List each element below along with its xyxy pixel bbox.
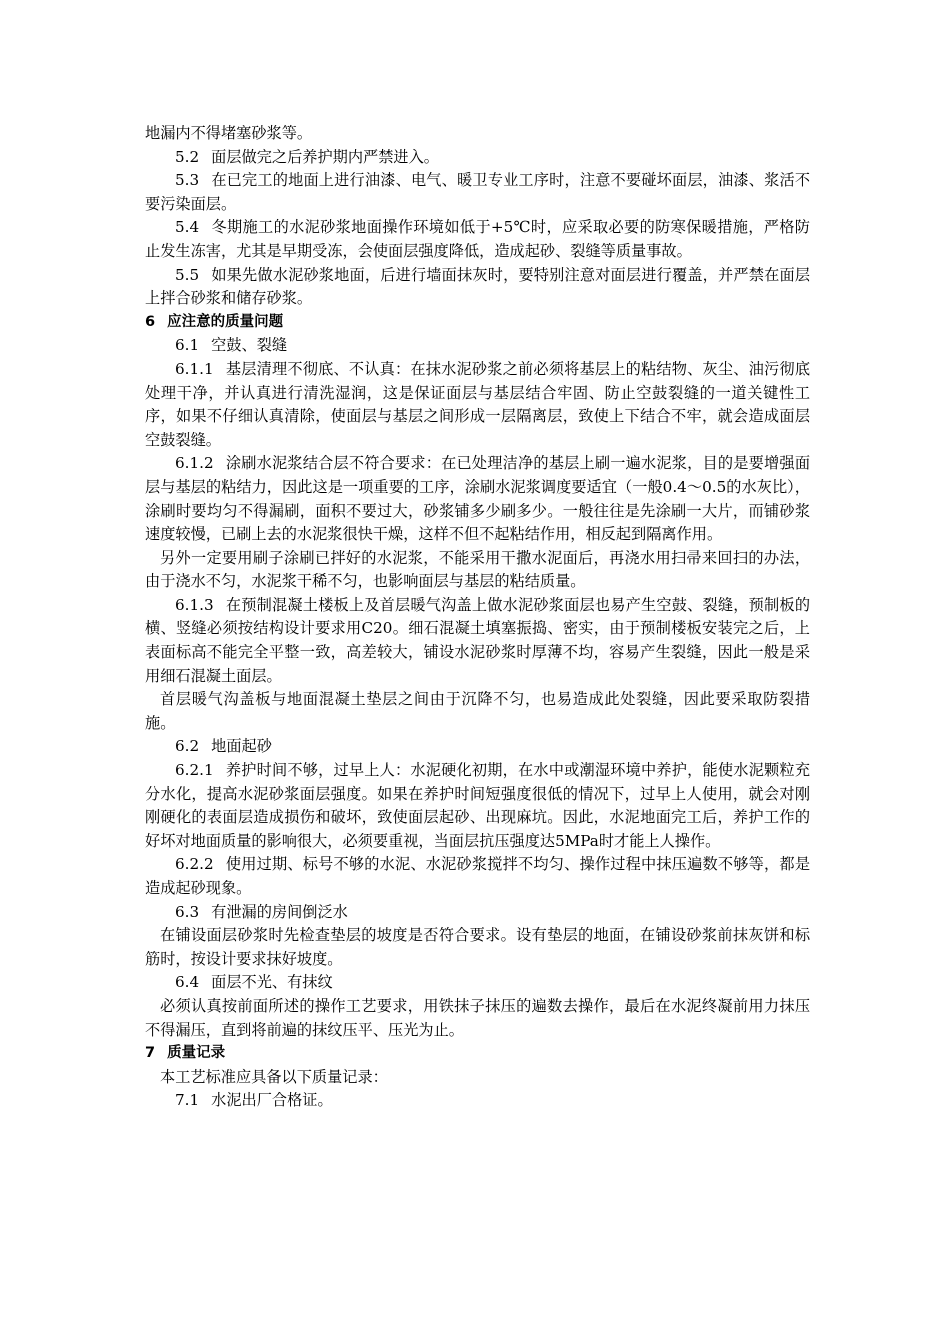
item-6-1 xyxy=(145,334,810,358)
paragraph-trench-cover xyxy=(145,688,810,735)
item-number: 6.1.1 xyxy=(175,359,214,378)
item-text: 养护时间不够，过早上人：水泥硬化初期，在水中或潮湿环境中养护，能使水泥颗粒充分水化，提高水泥砂浆面层强度。如果在养护时间短强度很低的情况下，过早上人使用，就会对刚刚硬化的表面层造成损伤和破坏，致使面层起砂、出现麻坑。因此，水泥地面完工后，养护工作的好坏对地面质量的影响很大，必须要重视，当面层抗压强度达5MPa时才能上人操作。 xyxy=(145,761,810,850)
item-number: 6.2 xyxy=(175,737,200,756)
paragraph-continuation xyxy=(145,122,810,146)
section-number: 6 xyxy=(145,313,156,330)
paragraph-text: 必须认真按前面所述的操作工艺要求，用铁抹子抹压的遍数去操作，最后在水泥终凝前用力抹压不得漏压，直到将前遍的抹纹压平、压光为止。 xyxy=(145,996,810,1039)
paragraph-text: 在铺设面层砂浆时先检查垫层的坡度是否符合要求。设有垫层的地面，在铺设砂浆前抹灰饼和标筋时，按设计要求抹好坡度。 xyxy=(145,926,810,968)
item-text: 在已完工的地面上进行油漆、电气、暖卫专业工序时，注意不要碰坏面层，油漆、浆活不要污染面层。 xyxy=(145,171,810,213)
item-number: 6.3 xyxy=(175,902,200,921)
item-6-2 xyxy=(145,735,810,759)
item-number: 5.3 xyxy=(175,171,200,190)
paragraph-text: 首层暖气沟盖板与地面混凝土垫层之间由于沉降不匀，也易造成此处裂缝，因此要采取防裂措施。 xyxy=(145,690,810,732)
item-number: 6.1.2 xyxy=(175,454,214,473)
item-text: 面层不光、有抹纹 xyxy=(211,973,333,992)
section-title: 应注意的质量问题 xyxy=(167,313,284,330)
item-5-2 xyxy=(145,146,810,170)
item-number: 7.1 xyxy=(175,1091,200,1110)
item-number: 6.2.2 xyxy=(175,855,214,874)
item-number: 5.5 xyxy=(175,265,200,284)
paragraph-text: 另外一定要用刷子涂刷已拌好的水泥浆，不能采用干撒水泥面后，再浇水用扫帚来回扫的办法，由于浇水不匀，水泥浆干稀不匀，也影响面层与基层的粘结质量。 xyxy=(145,548,810,591)
item-number: 6.1 xyxy=(175,336,200,355)
item-6-4 xyxy=(145,971,810,995)
item-5-5 xyxy=(145,264,810,311)
paragraph-brush xyxy=(145,547,810,594)
item-number: 5.4 xyxy=(175,218,200,237)
section-heading-6 xyxy=(145,311,810,335)
item-text: 空鼓、裂缝 xyxy=(211,336,288,355)
item-6-2-2 xyxy=(145,853,810,900)
item-number: 6.4 xyxy=(175,973,200,992)
item-6-1-3 xyxy=(145,594,810,688)
item-5-4 xyxy=(145,216,810,263)
item-text: 如果先做水泥砂浆地面，后进行墙面抹灰时，要特别注意对面层进行覆盖，并严禁在面层上拌合砂浆和储存砂浆。 xyxy=(145,265,810,308)
section-heading-7 xyxy=(145,1042,810,1066)
item-text: 水泥出厂合格证。 xyxy=(211,1091,333,1110)
item-6-3 xyxy=(145,901,810,925)
item-text: 冬期施工的水泥砂浆地面操作环境如低于+5℃时，应采取必要的防寒保暖措施，严格防止发生冻害，尤其是早期受冻，会使面层强度降低，造成起砂、裂缝等质量事故。 xyxy=(145,218,810,260)
document-page xyxy=(145,122,810,1113)
paragraph-text: 地漏内不得堵塞砂浆等。 xyxy=(145,124,313,142)
item-7-1 xyxy=(145,1089,810,1113)
paragraph-records-intro xyxy=(145,1066,810,1090)
paragraph-slope xyxy=(145,924,810,971)
item-5-3 xyxy=(145,169,810,216)
item-6-1-1 xyxy=(145,358,810,452)
item-number: 6.1.3 xyxy=(175,595,214,614)
item-text: 涂刷水泥浆结合层不符合要求：在已处理洁净的基层上刷一遍水泥浆，目的是要增强面层与基层的粘结力，因此这是一项重要的工序，涂刷水泥浆调度要适宜（一般0.4～0.5的水灰比），涂刷时要均匀不得漏刷，面积不要过大，砂浆铺多少刷多少。一般往往是先涂刷一大片，而铺砂浆速度较慢，已刷上去的水泥浆很快干燥，这样不但不起粘结作用，相反起到隔离作用。 xyxy=(145,454,810,544)
item-number: 5.2 xyxy=(175,147,200,166)
item-text: 面层做完之后养护期内严禁进入。 xyxy=(211,147,439,166)
section-number: 7 xyxy=(145,1045,156,1062)
paragraph-text: 本工艺标准应具备以下质量记录： xyxy=(160,1067,388,1086)
item-number: 6.2.1 xyxy=(175,761,214,780)
item-text: 有泄漏的房间倒泛水 xyxy=(211,902,348,921)
item-text: 地面起砂 xyxy=(211,737,272,756)
section-title: 质量记录 xyxy=(167,1045,226,1062)
item-text: 在预制混凝土楼板上及首层暖气沟盖上做水泥砂浆面层也易产生空鼓、裂缝，预制板的横、竖缝必须按结构设计要求用C20。细石混凝土填塞振捣、密实，由于预制楼板安装完之后，上表面标高不能完全平整一致，高差较大，铺设水泥砂浆时厚薄不均，容易产生裂缝，因此一般是采用细石混凝土面层。 xyxy=(145,595,810,685)
item-6-1-2 xyxy=(145,452,810,546)
paragraph-trowel xyxy=(145,995,810,1042)
item-6-2-1 xyxy=(145,759,810,853)
item-text: 使用过期、标号不够的水泥、水泥砂浆搅拌不均匀、操作过程中抹压遍数不够等，都是造成起砂现象。 xyxy=(145,855,810,897)
item-text: 基层清理不彻底、不认真：在抹水泥砂浆之前必须将基层上的粘结物、灰尘、油污彻底处理干净，并认真进行清洗湿润，这是保证面层与基层结合牢固、防止空鼓裂缝的一道关键性工序，如果不仔细认真清除，使面层与基层之间形成一层隔离层，致使上下结合不牢，就会造成面层空鼓裂缝。 xyxy=(145,359,810,449)
